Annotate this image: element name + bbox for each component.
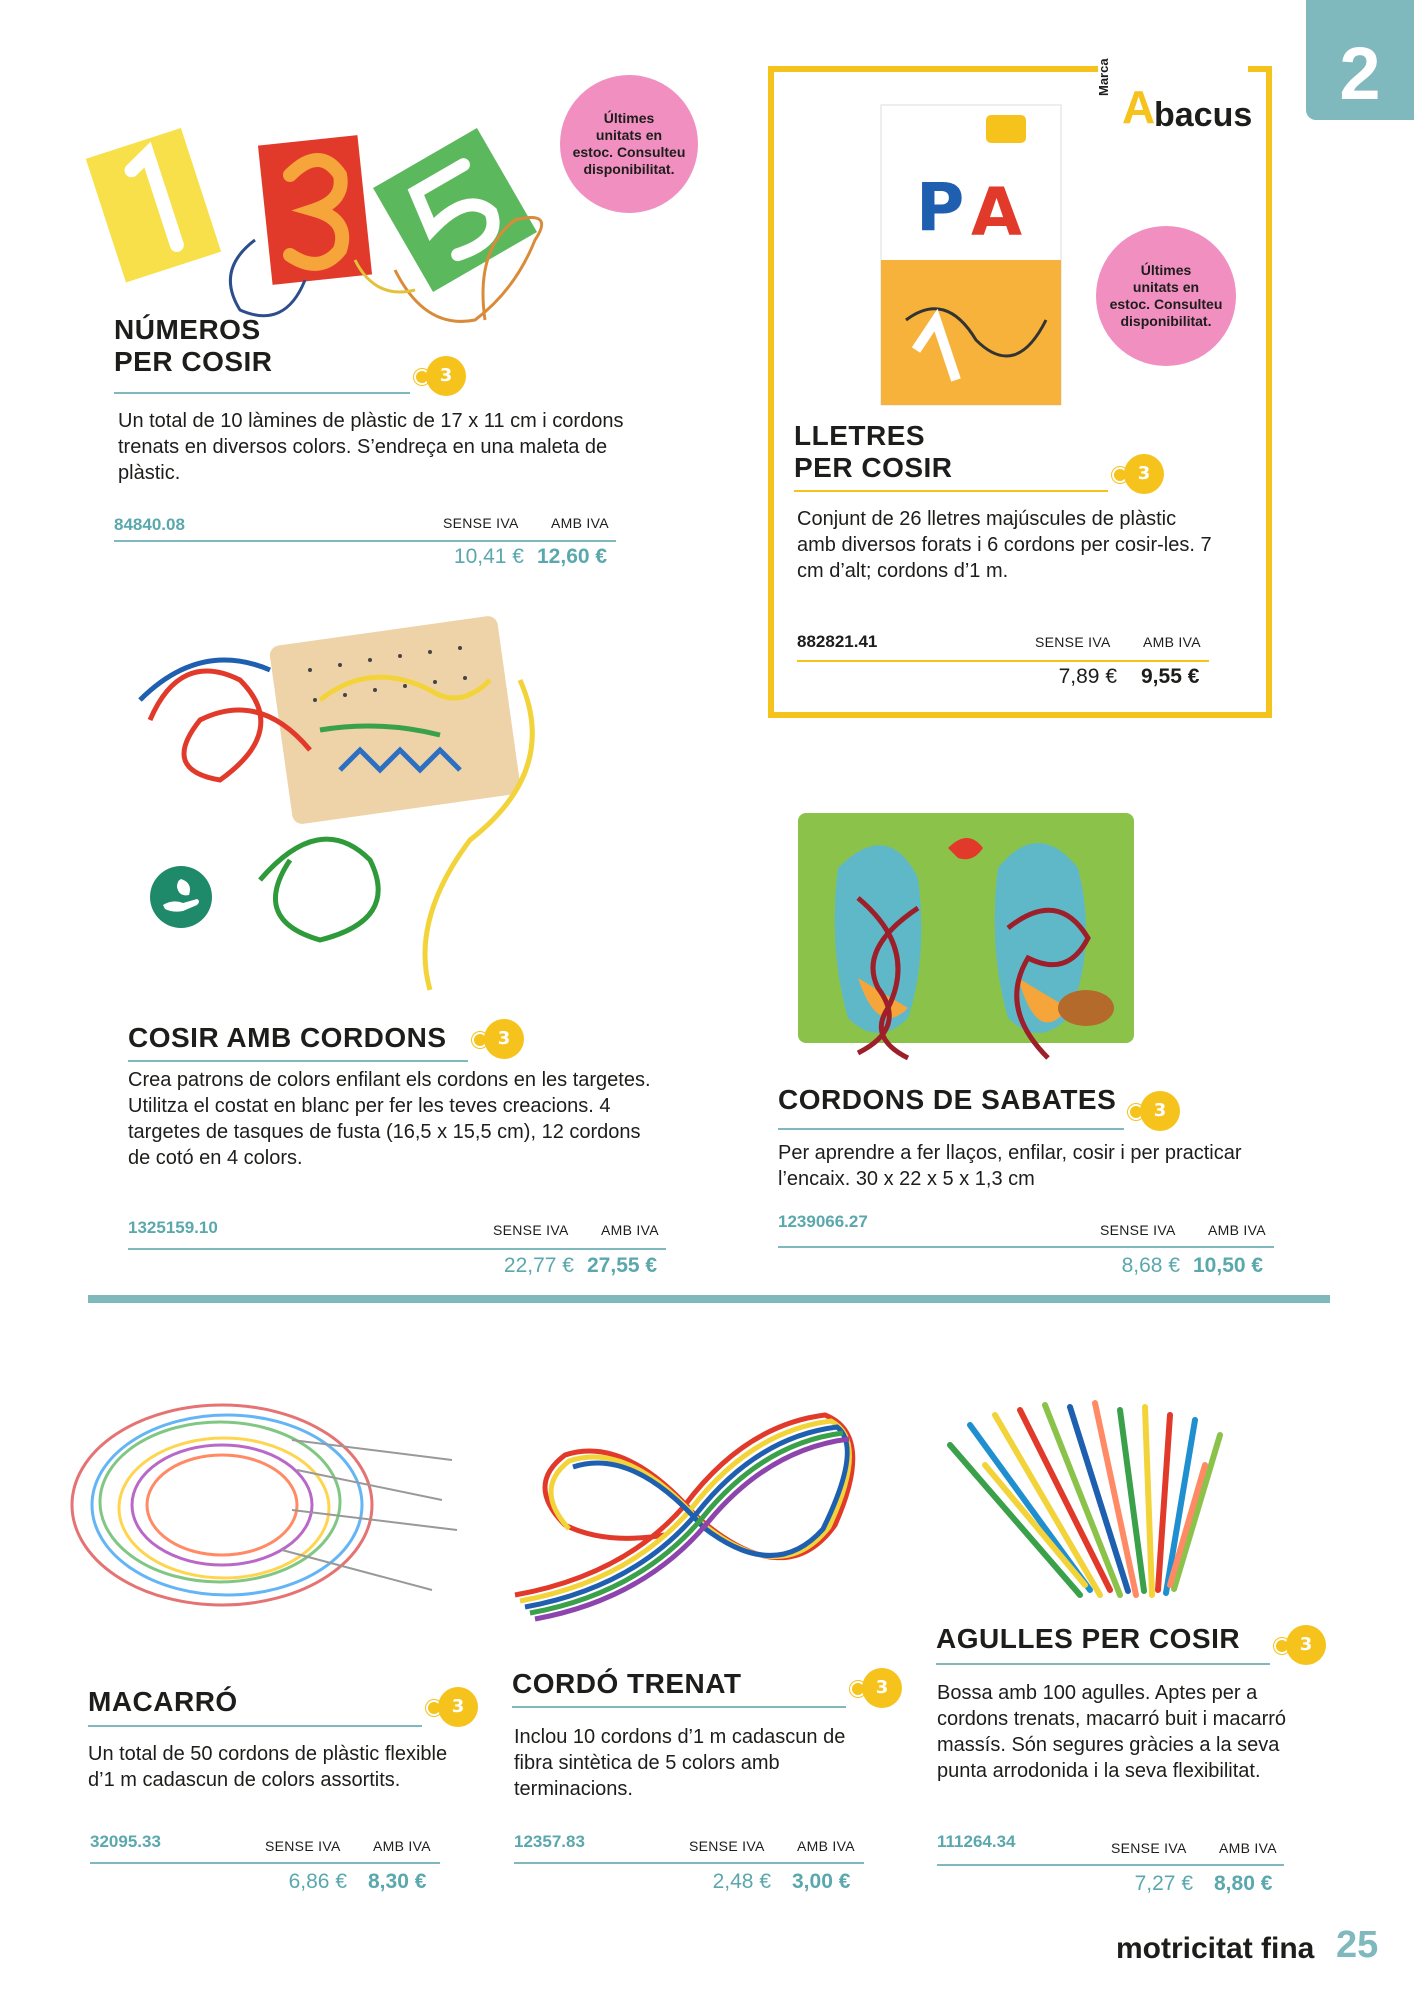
numeros-price-gross: 12,60 € (537, 545, 608, 568)
agulles-product-image (940, 1395, 1240, 1605)
sabates-price-net: 8,68 € (1121, 1254, 1180, 1277)
macarro-code: 32095.33 (90, 1832, 161, 1851)
agulles-label-sense-iva: SENSE IVA (1111, 1840, 1187, 1856)
agulles-label-amb-iva: AMB IVA (1219, 1840, 1277, 1856)
trenat-product-image (505, 1395, 885, 1625)
brand-letter: A (1122, 81, 1156, 133)
lletres-age-badge: 3 (1124, 454, 1164, 494)
cosir-title-rule (128, 1060, 468, 1062)
agulles-code: 111264.34 (937, 1832, 1016, 1851)
numeros-title: NÚMEROS PER COSIR (114, 314, 273, 377)
trenat-title: CORDÓ TRENAT (512, 1668, 742, 1699)
lletres-product-image (876, 100, 1066, 410)
svg-text:P: P (916, 169, 965, 246)
lletres-title-rule (794, 490, 1108, 492)
sabates-code: 1239066.27 (778, 1212, 868, 1231)
numeros-label-amb-iva: AMB IVA (551, 515, 609, 531)
sabates-label-amb-iva: AMB IVA (1208, 1222, 1266, 1238)
sabates-price-rule (778, 1246, 1274, 1248)
agulles-title: AGULLES PER COSIR (936, 1623, 1241, 1654)
agulles-title-rule (936, 1663, 1270, 1665)
svg-text:A: A (971, 174, 1023, 251)
brand-prefix: Marca (1096, 58, 1111, 96)
cosir-code: 1325159.10 (128, 1218, 218, 1237)
numeros-title-rule (114, 392, 410, 394)
macarro-description: Un total de 50 cordons de plàstic flexible d’1 m cadascun de colors assortits. (88, 1743, 448, 1791)
numeros-price-rule (114, 540, 616, 542)
lletres-description: Conjunt de 26 lletres majúscules de plàstic amb diversos forats i 6 cordons per cosir-les. 7 cm d’alt; cordons d’1 m. (797, 508, 1212, 582)
sabates-title-rule (778, 1128, 1124, 1130)
numeros-price-net: 10,41 € (453, 545, 524, 568)
frame-gap (1098, 60, 1248, 74)
lletres-label-sense-iva: SENSE IVA (1035, 634, 1111, 650)
sabates-price-gross: 10,50 € (1193, 1254, 1264, 1277)
macarro-title: MACARRÓ (88, 1686, 238, 1717)
sabates-age-badge: 3 (1140, 1091, 1180, 1131)
lletres-code: 882821.41 (797, 632, 878, 651)
trenat-age-badge: 3 (862, 1668, 902, 1708)
chapter-tab: 2 (1306, 0, 1414, 120)
page-number: 25 (1336, 1924, 1379, 1966)
macarro-label-amb-iva: AMB IVA (373, 1838, 431, 1854)
cosir-price-net: 22,77 € (503, 1254, 574, 1277)
trenat-label-sense-iva: SENSE IVA (689, 1838, 765, 1854)
eco-hand-icon (149, 865, 213, 929)
agulles-price-rule (937, 1864, 1284, 1866)
macarro-label-sense-iva: SENSE IVA (265, 1838, 341, 1854)
macarro-price-gross: 8,30 € (368, 1870, 427, 1893)
footer-section-name: motricitat fina (1116, 1932, 1315, 1965)
agulles-price-gross: 8,80 € (1214, 1872, 1273, 1895)
cosir-product-image (140, 620, 580, 1010)
numeros-label-sense-iva: SENSE IVA (443, 515, 519, 531)
trenat-description: Inclou 10 cordons d’1 m cadascun de fibra sintètica de 5 colors amb terminacions. (514, 1726, 846, 1800)
sabates-description: Per aprendre a fer llaços, enfilar, cosir i per practicar l’encaix. 30 x 22 x 5 x 1,3 cm (778, 1142, 1242, 1190)
trenat-price-rule (514, 1862, 864, 1864)
lletres-price-gross: 9,55 € (1141, 665, 1200, 688)
numeros-description: Un total de 10 làmines de plàstic de 17 x 11 cm i cordons trenats en diversos colors. S’endreça en una maleta de plàstic. (118, 410, 624, 484)
trenat-price-gross: 3,00 € (792, 1870, 851, 1893)
cosir-label-amb-iva: AMB IVA (601, 1222, 659, 1238)
sabates-product-image (798, 808, 1134, 1070)
lletres-stock-badge: Últimes unitats en estoc. Consulteu disponibilitat. (1096, 226, 1236, 366)
trenat-label-amb-iva: AMB IVA (797, 1838, 855, 1854)
cosir-label-sense-iva: SENSE IVA (493, 1222, 569, 1238)
agulles-age-badge: 3 (1286, 1625, 1326, 1665)
cosir-age-badge: 3 (484, 1019, 524, 1059)
cosir-title: COSIR AMB CORDONS (128, 1022, 447, 1053)
brand-name: bacus (1154, 96, 1253, 134)
sabates-label-sense-iva: SENSE IVA (1100, 1222, 1176, 1238)
numeros-stock-badge: Últimes unitats en estoc. Consulteu disponibilitat. (560, 75, 698, 213)
lletres-label-amb-iva: AMB IVA (1143, 634, 1201, 650)
numeros-age-badge: 3 (426, 356, 466, 396)
trenat-title-rule (512, 1706, 846, 1708)
lletres-price-net: 7,89 € (1058, 665, 1117, 688)
macarro-title-rule (88, 1725, 422, 1727)
macarro-age-badge: 3 (438, 1687, 478, 1727)
trenat-code: 12357.83 (514, 1832, 585, 1851)
macarro-product-image (62, 1380, 462, 1630)
lletres-price-rule (797, 660, 1209, 662)
macarro-price-rule (90, 1862, 440, 1864)
cosir-price-rule (128, 1248, 666, 1250)
agulles-price-net: 7,27 € (1134, 1872, 1193, 1895)
macarro-price-net: 6,86 € (288, 1870, 347, 1893)
trenat-price-net: 2,48 € (712, 1870, 771, 1893)
cosir-price-gross: 27,55 € (587, 1254, 658, 1277)
agulles-description: Bossa amb 100 agulles. Aptes per a cordons trenats, macarró buit i macarró massís. Són segures gràcies a la seva punta arrodonida i la seva flexibilitat. (937, 1682, 1287, 1782)
section-divider (88, 1295, 1330, 1303)
cosir-description: Crea patrons de colors enfilant els cordons en les targetes. Utilitza el costat en blanc per fer les teves creacions. 4 targetes de tasques de fusta (16,5 x 15,5 cm), 12 cordons de cotó en 4 colors. (128, 1069, 651, 1169)
sabates-title: CORDONS DE SABATES (778, 1084, 1117, 1115)
numeros-product-image (95, 120, 575, 340)
lletres-title: LLETRES PER COSIR (794, 420, 953, 483)
numeros-code: 84840.08 (114, 515, 185, 534)
